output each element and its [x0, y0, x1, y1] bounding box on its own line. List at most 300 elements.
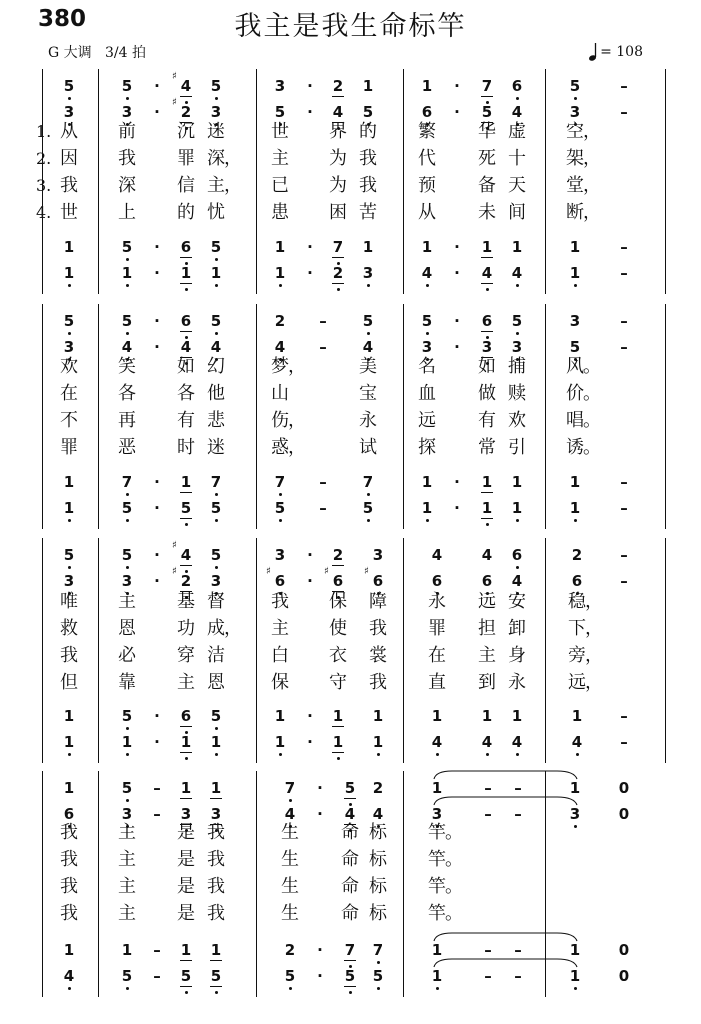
- lower-octave-dot: [126, 566, 129, 569]
- lyric-character: 远: [568, 672, 586, 693]
- note-digit: [427, 546, 447, 564]
- lyric-character: 宝: [359, 383, 377, 404]
- eighth-underline: [180, 492, 192, 493]
- barline: [545, 304, 546, 529]
- note-number: 3: [274, 77, 286, 95]
- lyric-character: 是: [177, 822, 195, 843]
- note-number: 6: [571, 572, 583, 590]
- lyric-character: 困: [329, 202, 347, 223]
- note-digit: [427, 805, 447, 823]
- lyric-character: 我: [369, 672, 387, 693]
- note-number: 4: [481, 546, 493, 564]
- lyric-character: 上: [118, 202, 136, 223]
- note-number: 4: [481, 733, 493, 751]
- lyric-character: 救: [60, 618, 78, 639]
- lower-octave-dot: [126, 799, 129, 802]
- note-digit: [614, 941, 634, 959]
- note-number: 1: [180, 473, 192, 491]
- sharp-accidental: ♯: [266, 566, 271, 577]
- barline: [42, 771, 43, 997]
- lyric-punctuation: ，: [583, 121, 601, 142]
- note-digit: [206, 546, 226, 564]
- note-number: 4: [362, 338, 374, 356]
- note-number: 5: [121, 238, 133, 256]
- note-digit: [368, 546, 388, 564]
- eighth-underline: [332, 257, 344, 258]
- note-digit: [270, 264, 290, 282]
- note-digit: [358, 264, 378, 282]
- sharp-accidental: ♯: [172, 97, 177, 108]
- note-digit: [117, 572, 137, 590]
- note-number: 1: [63, 941, 75, 959]
- note-digit: [176, 707, 196, 725]
- lyric-character: 我: [60, 876, 78, 897]
- lower-octave-dot: [215, 566, 218, 569]
- lyric-punctuation: 。: [583, 356, 601, 377]
- lyric-punctuation: ，: [224, 618, 242, 639]
- lyric-character: 堂: [566, 175, 584, 196]
- note-number: 1: [511, 238, 523, 256]
- note-digit: [59, 546, 79, 564]
- lower-octave-dot: [486, 753, 489, 756]
- lower-octave-dot: [126, 727, 129, 730]
- note-number: 0: [618, 967, 630, 985]
- lyric-character: 必: [118, 645, 136, 666]
- sustain-dash: –: [620, 264, 628, 282]
- lower-octave-dot: [377, 753, 380, 756]
- sustain-dash: –: [620, 103, 628, 121]
- note-digit: [59, 77, 79, 95]
- note-digit: [328, 546, 348, 564]
- augmentation-dot: ·: [307, 264, 313, 282]
- note-digit: [206, 264, 226, 282]
- note-number: 2: [372, 779, 384, 797]
- note-digit: [176, 473, 196, 491]
- lower-octave-dot: [126, 753, 129, 756]
- note-number: 1: [431, 779, 443, 797]
- note-digit: [176, 733, 196, 751]
- lyric-character: 为: [329, 175, 347, 196]
- note-digit: [59, 499, 79, 517]
- note-number: 3: [569, 312, 581, 330]
- note-digit: [117, 499, 137, 517]
- note-number: 7: [274, 473, 286, 491]
- lower-octave-dot: [486, 288, 489, 291]
- lyric-character: 督: [207, 591, 225, 612]
- note-number: 5: [121, 967, 133, 985]
- note-number: 1: [63, 499, 75, 517]
- note-digit: [117, 805, 137, 823]
- lyric-character: 竿: [428, 822, 446, 843]
- augmentation-dot: ·: [317, 779, 323, 797]
- note-number: 5: [210, 77, 222, 95]
- note-digit: [176, 805, 196, 823]
- note-digit: [507, 238, 527, 256]
- barline: [42, 538, 43, 763]
- lower-octave-dot: [377, 987, 380, 990]
- verse-number: 3.: [36, 176, 52, 195]
- lyric-character: 主: [118, 849, 136, 870]
- note-number: 1: [274, 707, 286, 725]
- lyric-punctuation: ，: [583, 202, 601, 223]
- note-digit: [176, 499, 196, 517]
- note-number: 4: [511, 103, 523, 121]
- verse-number: 4.: [36, 203, 52, 222]
- note-digit: [427, 967, 447, 985]
- sustain-dash: –: [620, 572, 628, 590]
- note-digit: [206, 572, 226, 590]
- note-number: 5: [481, 103, 493, 121]
- note-digit: [477, 572, 497, 590]
- verse-number: 1.: [36, 122, 52, 141]
- note-number: 1: [571, 707, 583, 725]
- sustain-dash: –: [319, 499, 327, 517]
- lyric-character: 从: [418, 202, 436, 223]
- sharp-accidental: ♯: [172, 540, 177, 551]
- augmentation-dot: ·: [154, 572, 160, 590]
- note-number: 1: [121, 264, 133, 282]
- note-digit: [358, 338, 378, 356]
- lower-octave-dot: [68, 519, 71, 522]
- lyric-character: 白: [271, 645, 289, 666]
- lyric-character: 生: [281, 876, 299, 897]
- note-number: 6: [180, 238, 192, 256]
- lyric-character: 我: [118, 148, 136, 169]
- lyric-character: 到: [478, 672, 496, 693]
- note-digit: [270, 546, 290, 564]
- lyric-character: 旁: [568, 645, 586, 666]
- note-digit: [117, 967, 137, 985]
- eighth-underline: [180, 565, 192, 566]
- sustain-dash: –: [153, 779, 161, 797]
- lyric-character: 在: [428, 645, 446, 666]
- lyric-character: 成: [207, 618, 225, 639]
- note-digit: [565, 77, 585, 95]
- note-digit: [206, 312, 226, 330]
- note-number: 3: [210, 103, 222, 121]
- lyric-character: 从: [60, 121, 78, 142]
- lyric-character: 基: [177, 591, 195, 612]
- sustain-dash: –: [620, 546, 628, 564]
- note-digit: [358, 473, 378, 491]
- note-number: 6: [421, 103, 433, 121]
- note-digit: [417, 264, 437, 282]
- note-number: 6: [332, 572, 344, 590]
- sustain-dash: –: [484, 779, 492, 797]
- note-number: 5: [210, 312, 222, 330]
- note-digit: [206, 707, 226, 725]
- lyric-character: 间: [508, 202, 526, 223]
- note-number: 5: [180, 499, 192, 517]
- note-number: 4: [210, 338, 222, 356]
- eighth-underline: [481, 257, 493, 258]
- lower-octave-dot: [185, 288, 188, 291]
- note-digit: [358, 103, 378, 121]
- barline: [665, 69, 666, 294]
- lyric-punctuation: ，: [585, 672, 603, 693]
- augmentation-dot: ·: [307, 77, 313, 95]
- lyric-character: 标: [369, 822, 387, 843]
- note-digit: [507, 546, 527, 564]
- lower-octave-dot: [574, 284, 577, 287]
- note-digit: [206, 103, 226, 121]
- sharp-accidental: ♯: [172, 71, 177, 82]
- note-digit: [477, 546, 497, 564]
- note-digit: [176, 941, 196, 959]
- note-digit: [59, 733, 79, 751]
- note-number: 0: [618, 779, 630, 797]
- augmentation-dot: ·: [154, 238, 160, 256]
- note-number: 1: [332, 733, 344, 751]
- lower-octave-dot: [215, 519, 218, 522]
- note-number: 1: [63, 238, 75, 256]
- note-number: 1: [421, 238, 433, 256]
- note-number: 1: [569, 499, 581, 517]
- note-number: 3: [372, 546, 384, 564]
- sharp-accidental: ♯: [172, 566, 177, 577]
- lyric-character: 恩: [118, 618, 136, 639]
- note-number: 4: [344, 805, 356, 823]
- augmentation-dot: ·: [454, 312, 460, 330]
- note-number: 7: [362, 473, 374, 491]
- sustain-dash: –: [620, 238, 628, 256]
- lyric-character: 名: [418, 356, 436, 377]
- lyric-character: 我: [271, 591, 289, 612]
- lyric-character: 主: [177, 672, 195, 693]
- note-digit: [565, 238, 585, 256]
- lower-octave-dot: [126, 97, 129, 100]
- lyric-character: 世: [271, 121, 289, 142]
- note-number: 4: [274, 338, 286, 356]
- note-digit: [477, 77, 497, 95]
- barline: [403, 69, 404, 294]
- lower-octave-dot: [436, 753, 439, 756]
- note-digit: [507, 312, 527, 330]
- lyric-character: 命: [341, 903, 359, 924]
- sharp-accidental: ♯: [364, 566, 369, 577]
- note-number: 5: [121, 707, 133, 725]
- lyric-character: 血: [418, 383, 436, 404]
- note-digit: [340, 805, 360, 823]
- note-digit: [477, 264, 497, 282]
- note-digit: [340, 941, 360, 959]
- lyric-character: 迷: [207, 437, 225, 458]
- note-digit: [477, 473, 497, 491]
- eighth-underline: [180, 798, 192, 799]
- time-signature: 3/4 拍: [105, 45, 146, 61]
- sustain-dash: –: [620, 338, 628, 356]
- lyric-punctuation: 。: [583, 410, 601, 431]
- lower-octave-dot: [426, 519, 429, 522]
- lyric-character: 界: [329, 121, 347, 142]
- lyric-character: 守: [329, 672, 347, 693]
- note-number: 4: [121, 338, 133, 356]
- note-number: 2: [180, 572, 192, 590]
- note-digit: [206, 473, 226, 491]
- sustain-dash: –: [319, 312, 327, 330]
- key-and-meter: [48, 42, 146, 62]
- note-digit: [270, 707, 290, 725]
- note-number: 1: [569, 967, 581, 985]
- note-number: 3: [569, 103, 581, 121]
- lyric-character: 他: [207, 383, 225, 404]
- note-number: 3: [210, 572, 222, 590]
- note-digit: [59, 473, 79, 491]
- lyric-character: 苦: [359, 202, 377, 223]
- note-number: 1: [63, 733, 75, 751]
- barline: [665, 538, 666, 763]
- lyric-character: 保: [329, 591, 347, 612]
- lower-octave-dot: [574, 825, 577, 828]
- lower-octave-dot: [126, 332, 129, 335]
- note-digit: [565, 338, 585, 356]
- note-digit: [270, 338, 290, 356]
- note-number: 5: [362, 499, 374, 517]
- note-number: 3: [569, 805, 581, 823]
- note-digit: [328, 707, 348, 725]
- lyric-character: 赎: [508, 383, 526, 404]
- lyric-character: 天: [508, 175, 526, 196]
- note-number: 6: [180, 707, 192, 725]
- note-number: 6: [511, 546, 523, 564]
- lower-octave-dot: [377, 961, 380, 964]
- sustain-dash: –: [514, 967, 522, 985]
- note-number: 1: [210, 264, 222, 282]
- augmentation-dot: ·: [154, 473, 160, 491]
- note-number: 1: [63, 264, 75, 282]
- lower-octave-dot: [279, 493, 282, 496]
- hymn-title: 我主是我生命标竿: [234, 11, 467, 42]
- note-number: 4: [180, 77, 192, 95]
- note-digit: [172, 97, 196, 121]
- note-digit: [565, 967, 585, 985]
- note-number: 2: [571, 546, 583, 564]
- lyric-character: 障: [369, 591, 387, 612]
- note-number: 1: [180, 941, 192, 959]
- note-digit: [117, 707, 137, 725]
- note-digit: [477, 707, 497, 725]
- note-number: 1: [210, 733, 222, 751]
- note-number: 1: [431, 967, 443, 985]
- lyric-punctuation: ，: [224, 148, 242, 169]
- augmentation-dot: ·: [154, 338, 160, 356]
- lower-octave-dot: [516, 519, 519, 522]
- lyric-character: 因: [60, 148, 78, 169]
- note-number: 4: [372, 805, 384, 823]
- lower-octave-dot: [337, 288, 340, 291]
- note-number: 4: [481, 264, 493, 282]
- lyric-character: 的: [359, 121, 377, 142]
- lyric-character: 我: [60, 849, 78, 870]
- lyric-character: 生: [281, 903, 299, 924]
- note-number: 5: [121, 499, 133, 517]
- lyric-character: 洁: [207, 645, 225, 666]
- lower-octave-dot: [68, 753, 71, 756]
- lyric-character: 主: [271, 148, 289, 169]
- note-digit: [59, 779, 79, 797]
- lyric-character: 我: [369, 618, 387, 639]
- lyric-punctuation: ，: [585, 645, 603, 666]
- lyric-punctuation: ，: [288, 437, 306, 458]
- note-digit: [206, 499, 226, 517]
- lower-octave-dot: [367, 284, 370, 287]
- lyric-character: 是: [177, 849, 195, 870]
- sustain-dash: –: [620, 707, 628, 725]
- lower-octave-dot: [215, 284, 218, 287]
- note-digit: [117, 103, 137, 121]
- note-number: 3: [121, 103, 133, 121]
- note-digit: [270, 77, 290, 95]
- lyric-character: 功: [177, 618, 195, 639]
- note-number: 3: [121, 805, 133, 823]
- note-number: 3: [362, 264, 374, 282]
- note-digit: [567, 572, 587, 590]
- note-number: 1: [274, 264, 286, 282]
- lower-octave-dot: [279, 519, 282, 522]
- note-number: 1: [274, 238, 286, 256]
- note-digit: [417, 499, 437, 517]
- note-number: 1: [481, 707, 493, 725]
- lower-octave-dot: [126, 284, 129, 287]
- lyric-character: 患: [271, 202, 289, 223]
- lyric-character: 我: [60, 822, 78, 843]
- note-digit: [417, 473, 437, 491]
- lyric-character: 直: [428, 672, 446, 693]
- note-digit: [328, 238, 348, 256]
- eighth-underline: [344, 960, 356, 961]
- lyric-character: 恩: [207, 672, 225, 693]
- eighth-underline: [481, 283, 493, 284]
- note-number: 6: [372, 572, 384, 590]
- lyric-character: 我: [359, 175, 377, 196]
- lyric-character: 惑: [271, 437, 289, 458]
- lower-octave-dot: [215, 332, 218, 335]
- note-number: 5: [63, 546, 75, 564]
- barline: [545, 69, 546, 294]
- barline: [403, 304, 404, 529]
- lyric-punctuation: 。: [445, 849, 463, 870]
- lower-octave-dot: [215, 97, 218, 100]
- augmentation-dot: ·: [154, 312, 160, 330]
- note-number: 1: [421, 77, 433, 95]
- note-number: 4: [431, 546, 443, 564]
- note-digit: [59, 572, 79, 590]
- note-digit: [280, 805, 300, 823]
- note-number: 1: [511, 707, 523, 725]
- note-digit: [427, 707, 447, 725]
- note-number: 1: [180, 733, 192, 751]
- note-digit: [176, 967, 196, 985]
- lyric-character: 常: [478, 437, 496, 458]
- lyric-character: 的: [177, 202, 195, 223]
- note-number: 3: [421, 338, 433, 356]
- barline: [256, 69, 257, 294]
- lyric-character: 世: [60, 202, 78, 223]
- eighth-underline: [180, 283, 192, 284]
- sustain-dash: –: [484, 967, 492, 985]
- note-number: 7: [481, 77, 493, 95]
- augmentation-dot: ·: [454, 338, 460, 356]
- lyric-character: 死: [478, 148, 496, 169]
- tie-arc: [432, 931, 582, 943]
- barline: [665, 304, 666, 529]
- lyric-character: 生: [281, 849, 299, 870]
- sustain-dash: –: [620, 473, 628, 491]
- sustain-dash: –: [620, 733, 628, 751]
- lyric-character: 主: [118, 591, 136, 612]
- lyric-character: 架: [566, 148, 584, 169]
- note-number: 5: [121, 312, 133, 330]
